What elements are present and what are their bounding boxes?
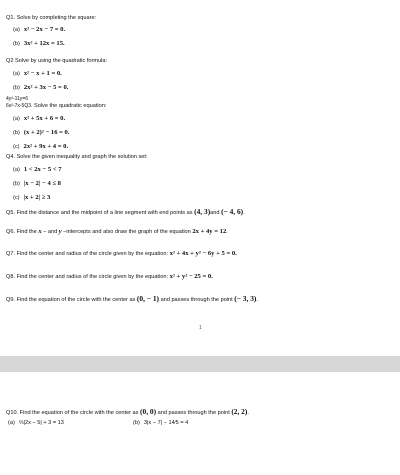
q10-line: Q10. Find the equation of the circle with the center as (0, 0) and passes through the point (2, 2). [6, 407, 249, 416]
q3-title-line: 6x²-7x-5Q3. Solve the quadratic equation: [6, 103, 107, 109]
q2-part-a: (a) x² − x + 1 = 0. [13, 70, 62, 77]
q10-part-a: (a) ⅔|2x − 5| + 3 = 13 [8, 420, 64, 426]
q5-line: Q5. Find the distance and the midpoint of a line segment with end points as (4, 3)and (− 4, 6). [6, 207, 245, 216]
q3-part-a: (a) x² + 5x + 6 = 0. [13, 115, 66, 122]
q10-part-b: (b) 3|x − 7| − 14⁄5 = 4 [133, 420, 189, 426]
q6-line: Q6. Find the x – and y –intercepts and also draw the graph of the equation 2x + 4y = 12. [6, 228, 228, 235]
document-page-2 [0, 372, 400, 475]
q4-title: Q4. Solve the given inequality and graph the solution set: [6, 154, 148, 160]
page-separator [0, 356, 400, 372]
q4-part-b: (b) |x − 2| − 4 ≤ 8 [13, 180, 61, 187]
q1-title: Q1. Solve by completing the square: [6, 15, 97, 21]
q1-part-b: (b) 3x² + 12x = 15. [13, 40, 65, 47]
q9-line: Q9. Find the equation of the circle with the center as (0, − 1) and passes through the point (− 3, 3). [6, 294, 258, 303]
q4-part-a: (a) 1 < 2x − 5 < 7 [13, 166, 62, 173]
q8-line: Q8. Find the center and radius of the circle given by the equation: x² + y² − 25 = 0. [6, 273, 213, 280]
q4-part-c: (c) |x + 2| ≥ 3 [13, 194, 51, 201]
q2-title: Q2 Solve by using the quadratic formula: [6, 58, 108, 64]
q2-scribble-1: 4y²-11y=6 [6, 96, 29, 102]
q3-part-b: (b) (x + 2)² − 16 = 0. [13, 129, 70, 136]
q3-part-c: (c) 2x² + 9x + 4 = 0. [13, 143, 69, 150]
q1-part-a: (a) x² − 2x − 7 = 0. [13, 26, 66, 33]
page-number: 1 [199, 325, 202, 331]
q2-part-b: (b) 2x² + 3x − 5 = 0. [13, 84, 69, 91]
q7-line: Q7. Find the center and radius of the circle given by the equation: x² + 4x + y² − 6y + 5 = 0. [6, 250, 237, 257]
